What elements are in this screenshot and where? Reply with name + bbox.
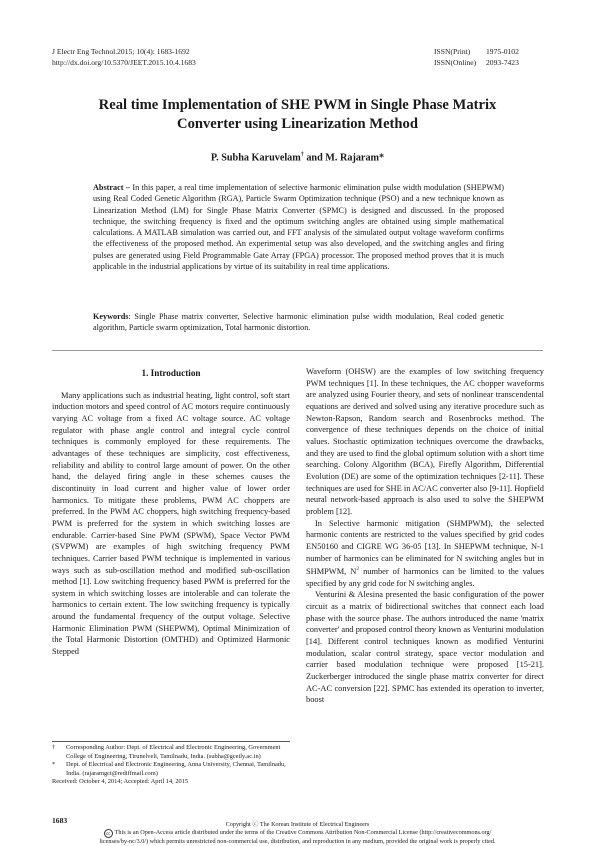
shm-text-a: In Selective harmonic mitigation (SHMPWM), the selected harmonic contents are restricted to the values specified by grid codes EN50160 and CIGRE WG 36-05 [13]. In SHEPWM technique, N-1 number of harmonics can be eliminated for N switching angles but in SHMPWM, N [306, 518, 544, 576]
running-header-left [52, 46, 196, 68]
license-line-1 [52, 829, 543, 838]
license-line-2: licenses/by-nc/3.0/) which permits unrestricted non-commercial use, distribution, and reproduction in any medium, provided the original work is properly cited. [99, 838, 496, 845]
shm-superscript: 2 [356, 566, 360, 573]
abstract-label: Abstract – [93, 183, 130, 192]
section-heading-introduction: 1. Introduction [141, 368, 201, 378]
abstract [93, 182, 504, 272]
author-1-mark: † [300, 152, 304, 158]
issn-print-label: ISSN(Print) [434, 47, 471, 56]
keywords-text: : Single Phase matrix converter, Selective harmonic elimination pulse width modulation, Real coded genetic algorithm, Particle swarm optimization, Total harmonic distortion. [93, 312, 504, 333]
doi-link[interactable]: http://dx.doi.org/10.5370/JEET.2015.10.4.1683 [52, 58, 196, 67]
footnote-2-text: Dept. of Electrical and Electronic Engineering, Anna University, Chennai, Tamilnadu, India. (rajaramgct@rediffmail.com) [66, 761, 286, 777]
intro-paragraph-shm [306, 518, 544, 590]
footnote-affiliation [52, 761, 290, 778]
license-text-1: This is an Open-Access article distributed under the terms of the Creative Commons Attribution Non-Commercial License (http://creativecommons.org/ [114, 829, 492, 836]
journal-citation: J Electr Eng Technol.2015; 10(4): 1683-1692 [52, 47, 190, 56]
footnote-1-text: Corresponding Author: Dept. of Electrical and Electronic Engineering, Government College of Engineering, Tirunelveli, Tamilnadu, India. (subha@gcetly.ac.in) [66, 744, 281, 760]
intro-paragraph-continued: Waveform (OHSW) are the examples of low switching frequency PWM techniques [1]. In these techniques, the AC chopper waveforms are analyzed using Fourier theory, and sets of nonlinear transcendental equations are derived and solved using any iterative procedure such as Newton-Rapson, Random search and Rosenbrocks method. The convergence of these techniques depends on the choice of initial values. Stochastic optimization techniques overcome the drawbacks, and they are used to find the global optimum solution with a short time searching. Colony Algorithm (BCA), Firefly Algorithm, Differential Evolution (DE) are some of the optimization techniques [2-11]. These techniques are used for SHE in AC/AC converter also [9-11]. Hopfield neural network-based approach is also used to solve the SHEPWM problem [12]. [306, 367, 544, 516]
intro-paragraph-1: Many applications such as industrial heating, light control, soft start induction motors and speed control of AC motors require continuously varying AC voltage from a fixed AC voltage source. AC voltage regulator with phase angle control and integral cycle control techniques is commonly employed for these requirements. The advantages of these techniques are simplicity, cost effectiveness, reliability and ability to control large amount of power. On the other hand, the delayed firing angle in these schemes causes the discontinuity in load current and higher value of lower order harmonics. To mitigate these problems, PWM AC choppers are preferred. In the PWM AC choppers, high switching frequency-based PWM is preferred for the system in which switching losses are endurable. Carrier-based Sine PWM (SPWM), Space Vector PWM (SVPWM) are examples of high switching frequency PWM techniques. Carrier based PWM technique is implemented in various ways such as sub-oscillation method and modified sub-oscillation method [1]. Low switching frequency based PWM is preferred for the system in which switching losses are intolerable and can tolerate the harmonics to certain extent. The low switching frequency is typically around the fundamental frequency of the output voltage. Selective Harmonic Elimination PWM (SHEPWM), Optimal Minimization of the Total Harmonic Distortion (OMTHD) and Optimized Harmonic Stepped [52, 390, 290, 657]
footnote-2-mark: * [52, 761, 56, 769]
right-column [306, 366, 544, 706]
issn-online-label: ISSN(Online) [434, 58, 477, 67]
shm-text-b: number of harmonics can be limited to the values specified by any grid code for N switching angles. [306, 566, 545, 588]
issn-online-value: 2093-7423 [486, 58, 519, 67]
author-2: and M. Rajaram* [303, 152, 385, 164]
paper-title-line-1: Real time Implementation of SHE PWM in Single Phase Matrix [98, 97, 497, 113]
author-1: P. Subha Karuvelam [210, 152, 301, 164]
section-divider [52, 350, 543, 351]
footnote-corresponding [52, 744, 290, 761]
issn-print-value: 1975-0102 [486, 47, 519, 56]
copyright-line: Copyright ⓒ The Korean Institute of Electrical Engineers [225, 821, 370, 828]
author-line [52, 152, 543, 163]
creative-commons-icon: cc [104, 829, 113, 838]
left-column [52, 366, 290, 658]
footnotes [52, 744, 290, 787]
keywords-label: Keywords [93, 312, 129, 321]
issn-block [434, 46, 519, 68]
footnote-1-mark: † [52, 744, 56, 751]
received-dates: Received: October 4, 2014; Accepted: April 14, 2015 [52, 778, 189, 786]
footnote-divider [52, 741, 290, 742]
page-number: 1683 [52, 816, 68, 825]
keywords [93, 311, 504, 334]
copyright-footer [52, 821, 543, 846]
intro-paragraph-venturini: Venturini & Alesina presented the basic configuration of the power circuit as a matrix of bidirectional switches that connect each load phase with the source phase. The authors introduced the name 'matrix converter' and proposed control theory known as Venturini modulation [14]. Different control techniques known as modified Venturini modulation, scalar control strategy, space vector modulation and carrier based modulation technique were proposed [15-21]. Zuckerberger introduced the single phase matrix converter for direct AC-AC conversion [22]. SPMC has extended its operation to inverter, boost [306, 590, 544, 705]
paper-title [52, 96, 543, 134]
abstract-text: In this paper, a real time implementation of selective harmonic elimination pulse width modulation (SHEPWM) using Real Coded Genetic Algorithm (RGA), Particle Swarm Optimization technique (PSO) and a new technique known as Linearization Method (LM) for Single Phase Matrix Converter (SPMC) is designed and discussed. In the proposed technique, the switching frequency is fixed and the optimum switching angles are obtained using simple mathematical calculations. A MATLAB simulation was carried out, and FFT analysis of the simulated output voltage waveform confirms the effectiveness of the proposed method. An experimental setup was also developed, and the switching angles and firing pulses are generated using Field Programmable Gate Array (FPGA) processor. The proposed method proves that it is much applicable in the industrial applications by virtue of its suitability in real time applications. [93, 183, 504, 272]
paper-title-line-2: Converter using Linearization Method [177, 116, 418, 132]
